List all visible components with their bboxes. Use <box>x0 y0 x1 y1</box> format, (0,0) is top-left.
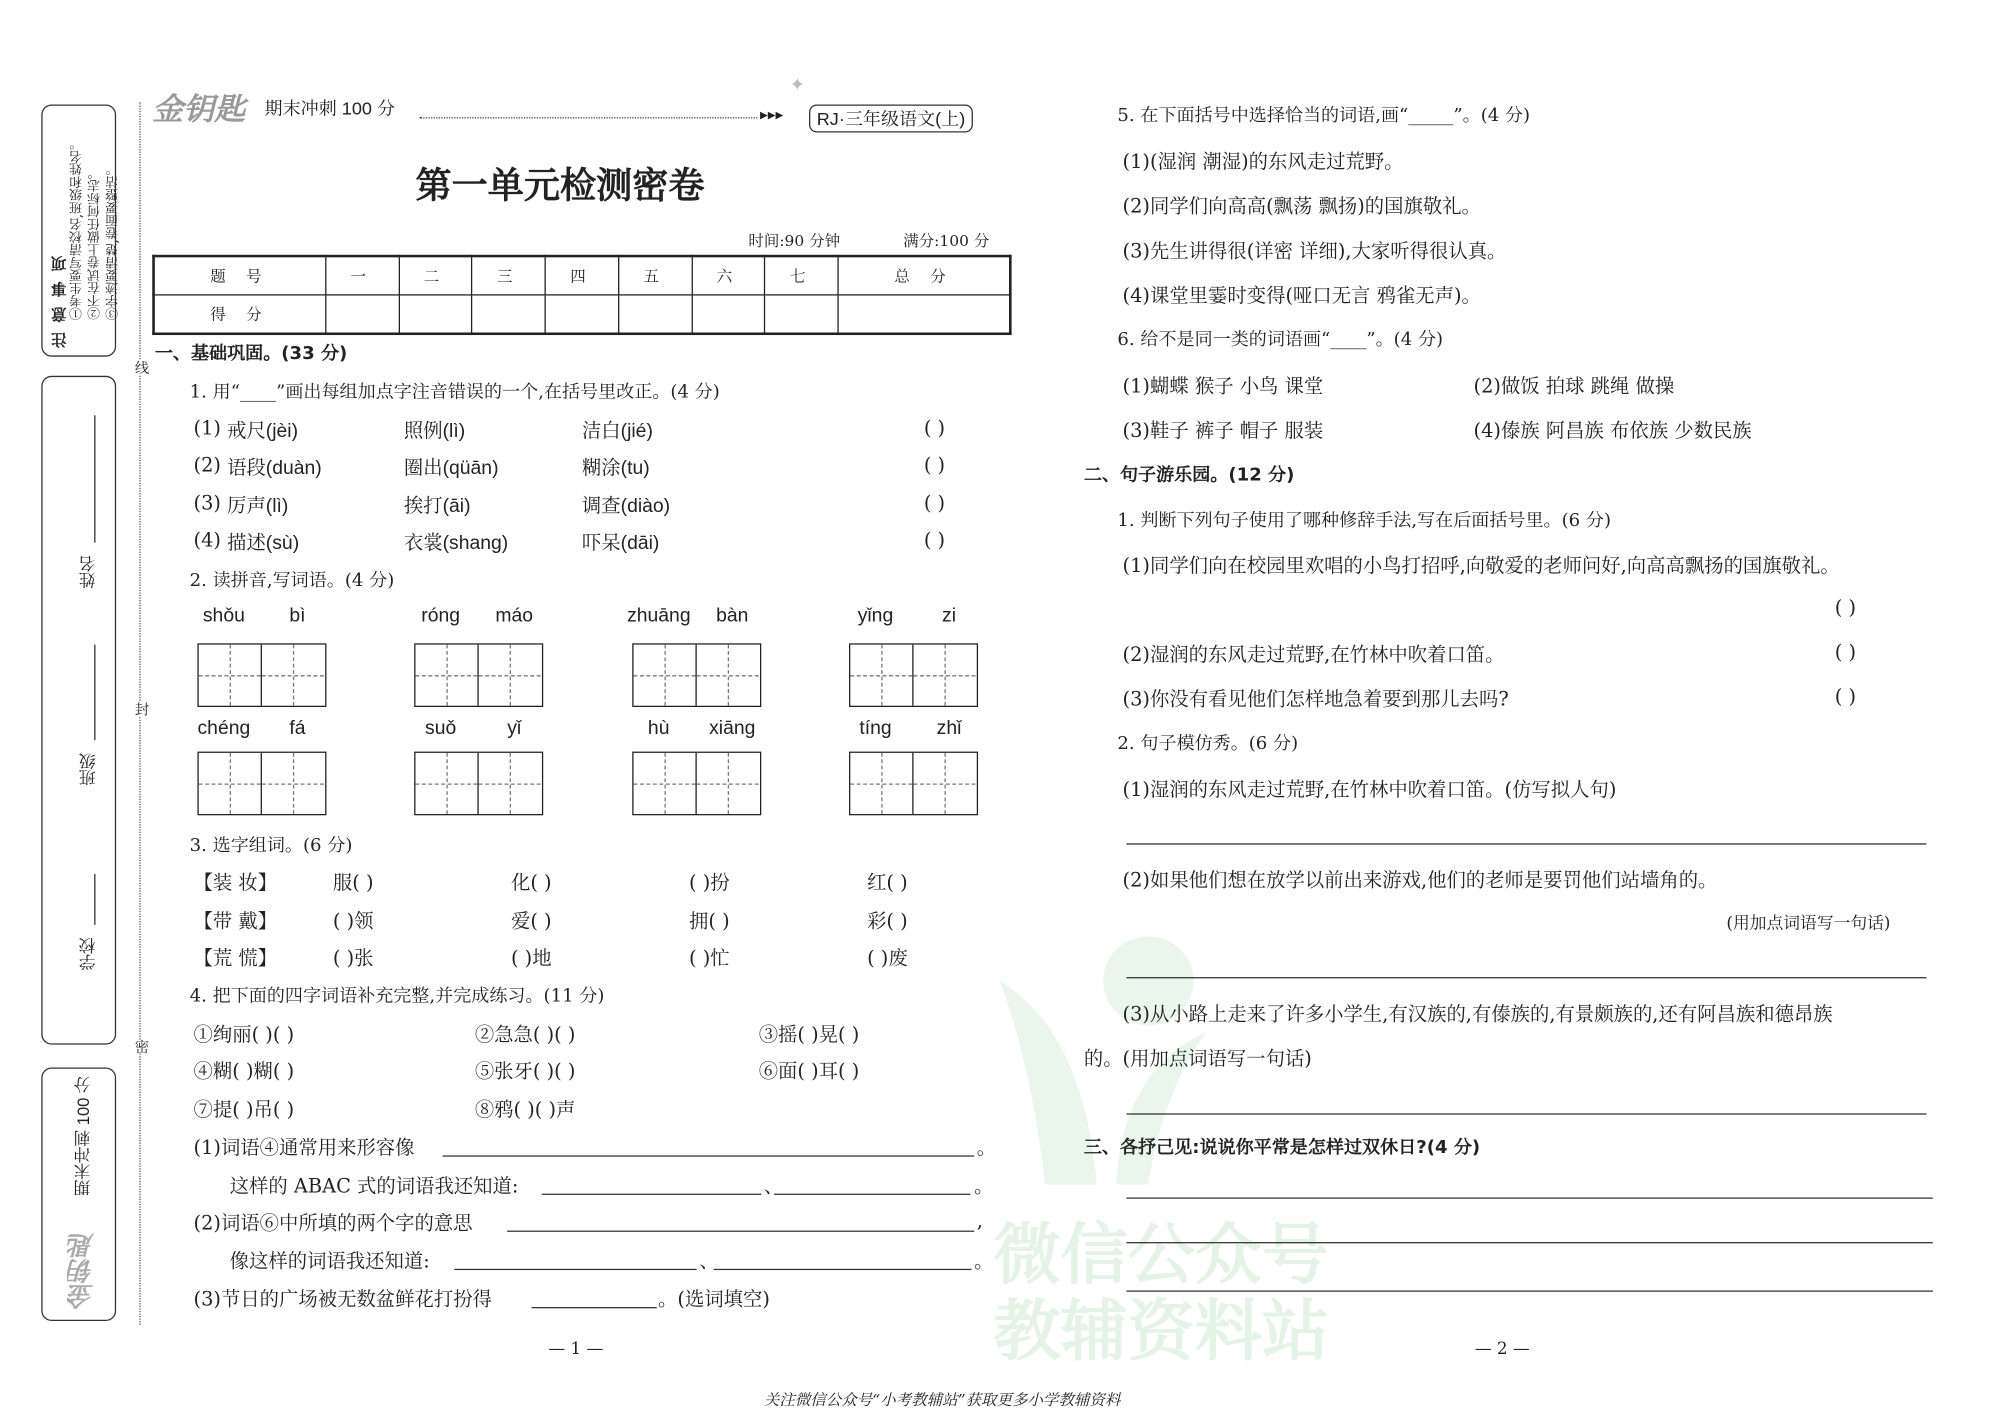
student-info-box <box>41 376 116 1045</box>
word-choice-item: (3)先生讲得很(详密 详细),大家听得很认真。 <box>1122 239 1507 263</box>
word-group: (1)蝴蝶 猴子 小鸟 课堂 <box>1122 374 1324 398</box>
word-choice-item: (4)课堂里霎时变得(哑口无言 鸦雀无声)。 <box>1122 284 1481 308</box>
word-blank[interactable]: 彩( ) <box>867 909 908 933</box>
grid-guide <box>944 753 945 814</box>
class-label: 班级 <box>78 752 99 786</box>
question-title: 1. 判断下列句子使用了哪种修辞手法,写在后面括号里。(6 分) <box>1117 510 1611 532</box>
class-field[interactable] <box>94 645 95 741</box>
score-cell[interactable] <box>545 295 618 334</box>
page-number: — 2 — <box>1474 1340 1530 1360</box>
header-logo: 金钥匙 <box>152 91 246 128</box>
word-group: (4)傣族 阿昌族 布依族 少数民族 <box>1473 419 1752 443</box>
grid-guide <box>510 645 511 706</box>
answer-line[interactable] <box>1126 1242 1932 1243</box>
answer-line[interactable] <box>1126 977 1926 978</box>
grid-cell[interactable] <box>850 753 913 814</box>
grid-cell[interactable] <box>199 645 262 706</box>
sentence: (3)你没有看见他们怎样地急着要到那儿去吗? <box>1122 687 1509 711</box>
pinyin-label: máo <box>495 605 534 627</box>
pinyin-label: róng <box>421 605 461 627</box>
answer-line[interactable] <box>542 1194 761 1195</box>
idiom-blank[interactable]: ④糊( )糊( ) <box>193 1059 295 1083</box>
idiom-blank[interactable]: ⑤张牙( )( ) <box>474 1059 576 1083</box>
score-header-cell: 二 <box>399 256 472 295</box>
pinyin-label: zhǐ <box>936 717 962 739</box>
answer-line[interactable] <box>774 1194 970 1195</box>
character-group: 【装 妆】 <box>193 871 278 895</box>
punct: 、 <box>763 1174 784 1198</box>
word-blank[interactable]: 拥( ) <box>689 909 730 933</box>
word-group: (3)鞋子 裤子 帽子 服装 <box>1122 419 1324 443</box>
answer-paren[interactable]: ( ) <box>923 491 946 515</box>
pinyin-item: 衣裳(shang) <box>403 532 509 555</box>
pinyin-item: 糊涂(tu) <box>581 457 650 479</box>
sentence: (2)如果他们想在放学以前出来游戏,他们的老师是要罚他们站墙角的。 <box>1122 868 1718 892</box>
tian-zi-grid[interactable] <box>197 752 326 816</box>
footer-note: 关注微信公众号“小考教辅站”获取更多小学教辅资料 <box>763 1391 1121 1409</box>
pinyin-label: zhuāng <box>627 605 691 627</box>
answer-paren[interactable]: ( ) <box>923 416 946 440</box>
question-title: 6. 给不是同一类的词语画“____”。(4 分) <box>1117 329 1444 351</box>
tian-zi-grid[interactable] <box>414 643 543 707</box>
school-field[interactable] <box>94 874 95 925</box>
cut-mark: 密 <box>130 1040 151 1054</box>
idiom-blank[interactable]: ②急急( )( ) <box>474 1022 576 1046</box>
idiom-blank[interactable]: ⑥面( )耳( ) <box>758 1059 860 1083</box>
answer-line[interactable] <box>443 1155 975 1156</box>
header-dotted-rule <box>419 117 757 118</box>
grid-guide <box>728 753 729 814</box>
pinyin-label: yǐ <box>507 717 522 739</box>
score-row-label: 得 分 <box>154 295 326 334</box>
notice-box <box>41 104 122 356</box>
sub-question: (2)词语⑥中所填的两个字的意思 <box>193 1211 473 1235</box>
watermark-line1: 微信公众号 <box>993 1217 1330 1295</box>
sub-question: 。(选词填空) <box>658 1287 770 1311</box>
page-number: — 1 — <box>548 1340 604 1360</box>
name-label: 姓名 <box>78 555 99 589</box>
word-choice-item: (2)同学们向高高(飘荡 飘扬)的国旗敬礼。 <box>1122 194 1481 218</box>
pinyin-item: 洁白(jié) <box>581 420 653 443</box>
grid-cell[interactable] <box>697 753 759 814</box>
name-field[interactable] <box>94 415 95 542</box>
grid-cell[interactable] <box>634 753 697 814</box>
idiom-blank[interactable]: ⑧鸦( )( )声 <box>474 1098 576 1122</box>
word-group: (2)做饭 拍球 跳绳 做操 <box>1473 374 1675 398</box>
grid-guide <box>230 645 231 706</box>
score-cell[interactable] <box>472 295 545 334</box>
tian-zi-grid[interactable] <box>414 752 543 816</box>
header-series: 期末冲刺 100 分 <box>264 98 396 119</box>
idiom-blank[interactable]: ⑦提( )吊( ) <box>193 1098 295 1122</box>
word-blank[interactable]: ( )忙 <box>689 946 730 970</box>
answer-paren[interactable]: ( ) <box>923 453 946 477</box>
brand-box <box>41 1068 116 1322</box>
word-blank[interactable]: 红( ) <box>867 871 908 895</box>
pinyin-item: 语段(duàn) <box>227 457 322 479</box>
answer-line[interactable] <box>532 1307 657 1308</box>
character-group: 【带 戴】 <box>193 909 278 933</box>
score-cell[interactable] <box>399 295 472 334</box>
score-header-cell: 七 <box>765 256 838 295</box>
word-choice-item: (1)(湿润 潮湿)的东风走过荒野。 <box>1122 150 1404 174</box>
item-number: (2) <box>193 453 221 477</box>
tian-zi-grid[interactable] <box>849 643 978 707</box>
punct: , <box>976 1208 983 1232</box>
answer-line[interactable] <box>1126 1290 1932 1291</box>
sub-question: 像这样的词语我还知道: <box>229 1249 430 1273</box>
brand-text: 期末冲刺 100 分 <box>73 1076 93 1197</box>
notice-item: ①考生要写清校名,班级和姓名。 <box>70 137 86 320</box>
grid-guide <box>230 753 231 814</box>
grid-guide <box>293 645 294 706</box>
answer-line[interactable] <box>1126 1113 1926 1114</box>
item-number: (3) <box>193 491 221 515</box>
grid-guide <box>665 645 666 706</box>
question-title: 3. 选字组词。(6 分) <box>189 835 353 857</box>
question-title: 2. 句子模仿秀。(6 分) <box>1117 733 1299 755</box>
grid-guide <box>665 753 666 814</box>
punct: 、 <box>699 1249 719 1273</box>
pinyin-label: suǒ <box>425 717 457 739</box>
sub-question: (1)词语④通常用来形容像 <box>193 1136 415 1160</box>
section-heading: 二、句子游乐园。(12 分) <box>1083 464 1295 486</box>
question-title: 1. 用“____”画出每组加点字注音错误的一个,在括号里改正。(4 分) <box>189 382 720 403</box>
pinyin-label: chéng <box>197 717 251 739</box>
punct: 。 <box>974 1174 994 1198</box>
word-blank[interactable]: ( )领 <box>332 909 374 933</box>
tian-zi-grid[interactable] <box>632 643 761 707</box>
grid-cell[interactable] <box>479 753 541 814</box>
word-blank[interactable]: ( )扮 <box>689 871 730 895</box>
pinyin-item: 挨打(āi) <box>403 495 471 518</box>
pinyin-item: 照例(lì) <box>403 420 466 443</box>
pinyin-label: hù <box>647 717 670 739</box>
exam-time: 时间:90 分钟 <box>748 231 841 250</box>
notice-item: ②不在试卷上做任何标志。 <box>89 166 104 320</box>
instruction: (用加点词语写一句话) <box>1726 914 1891 934</box>
sentence: (1)湿润的东风走过荒野,在竹林中吹着口笛。(仿写拟人句) <box>1122 778 1617 802</box>
grid-cell[interactable] <box>415 753 478 814</box>
sentence: (1)同学们向在校园里欢唱的小鸟打招呼,向敬爱的老师问好,向高高飘扬的国旗敬礼。 <box>1122 554 1840 578</box>
pinyin-item: 调查(diào) <box>581 495 671 518</box>
word-blank[interactable]: 爱( ) <box>510 909 552 933</box>
arrows-icon: ▸▸▸ <box>759 105 784 124</box>
grid-cell[interactable] <box>415 645 478 706</box>
grid-guide <box>510 753 511 814</box>
question-title: 2. 读拼音,写词语。(4 分) <box>189 570 395 592</box>
cut-mark: 封 <box>130 702 151 716</box>
pinyin-item: 厉声(lì) <box>227 495 289 518</box>
word-blank[interactable]: ( )张 <box>332 946 374 970</box>
word-blank[interactable]: 化( ) <box>510 871 552 895</box>
pinyin-label: bàn <box>716 605 749 627</box>
pinyin-label: fá <box>289 717 306 739</box>
pinyin-item: 描述(sù) <box>227 532 300 555</box>
pinyin-item: 戒尺(jèi) <box>227 420 299 443</box>
score-header-row <box>154 256 1011 295</box>
school-label: 学校 <box>78 937 99 971</box>
pinyin-label: bì <box>289 605 306 627</box>
answer-line[interactable] <box>1126 1197 1932 1198</box>
section-heading: 三、各抒己见:说说你平常是怎样过双休日?(4 分) <box>1083 1137 1481 1158</box>
grid-cell[interactable] <box>914 645 976 706</box>
grid-cell[interactable] <box>199 753 262 814</box>
score-header-cell: 六 <box>692 256 765 295</box>
grid-cell[interactable] <box>262 645 324 706</box>
pinyin-label: tíng <box>859 717 892 739</box>
pinyin-label: zi <box>942 605 957 627</box>
brand-logo: 金钥匙 <box>67 1233 99 1310</box>
pinyin-label: xiāng <box>709 717 756 739</box>
score-cell[interactable] <box>618 295 691 334</box>
notice-label: 注意事项 <box>50 245 69 348</box>
sentence: (3)从小路上走来了许多小学生,有汉族的,有傣族的,有景颇族的,还有阿昌族和德昂族 <box>1122 1002 1833 1026</box>
answer-line[interactable] <box>1126 843 1926 844</box>
answer-line[interactable] <box>454 1269 697 1270</box>
grid-guide <box>944 645 945 706</box>
pinyin-item: 吓呆(dāi) <box>581 532 660 555</box>
grid-cell[interactable] <box>850 645 913 706</box>
sub-question: 这样的 ABAC 式的词语我还知道: <box>229 1174 519 1198</box>
grid-guide <box>446 753 447 814</box>
pinyin-item: 圈出(qüān) <box>403 457 499 479</box>
answer-paren[interactable]: ( ) <box>923 528 946 552</box>
score-header-cell: 五 <box>618 256 691 295</box>
pinyin-label: shǒu <box>202 605 245 627</box>
tian-zi-grid[interactable] <box>632 752 761 816</box>
question-title: 4. 把下面的四字词语补充完整,并完成练习。(11 分) <box>189 985 605 1007</box>
score-header-cell: 三 <box>472 256 545 295</box>
sparkle-icon: ✦ <box>789 75 805 96</box>
answer-line[interactable] <box>714 1269 972 1270</box>
item-number: (4) <box>193 528 221 552</box>
tian-zi-grid[interactable] <box>197 643 326 707</box>
score-cell[interactable] <box>838 295 1010 334</box>
score-table <box>152 255 1011 335</box>
watermark-line2: 教辅资料站 <box>993 1294 1330 1371</box>
character-group: 【荒 慌】 <box>193 946 278 970</box>
word-blank[interactable]: ( )废 <box>867 946 908 970</box>
exam-full-score: 满分:100 分 <box>903 231 990 250</box>
section-heading: 一、基础巩固。(33 分) <box>154 343 348 365</box>
item-number: (1) <box>193 416 221 440</box>
answer-paren[interactable]: ( ) <box>1834 640 1857 664</box>
score-header-cell: 总 分 <box>838 256 1010 295</box>
score-header-cell: 一 <box>325 256 398 295</box>
grid-guide <box>881 645 882 706</box>
answer-paren[interactable]: ( ) <box>1834 685 1857 709</box>
sentence: (2)湿润的东风走过荒野,在竹林中吹着口笛。 <box>1122 643 1505 667</box>
cut-mark: 线 <box>130 361 151 375</box>
score-cell[interactable] <box>325 295 398 334</box>
sub-question: (3)节日的广场被无数盆鲜花打扮得 <box>193 1287 492 1311</box>
word-blank[interactable]: ( )地 <box>510 946 552 970</box>
answer-paren[interactable]: ( ) <box>1834 596 1857 620</box>
score-header-cell: 题 号 <box>154 256 326 295</box>
notice-item: ③字迹要清楚,卷面要整洁。 <box>107 162 122 320</box>
grid-guide <box>446 645 447 706</box>
grid-cell[interactable] <box>914 753 976 814</box>
grid-cell[interactable] <box>634 645 697 706</box>
score-header-cell: 四 <box>545 256 618 295</box>
page-title: 第一单元检测密卷 <box>415 164 705 207</box>
answer-line[interactable] <box>507 1231 974 1232</box>
sentence: 的。(用加点词语写一句话) <box>1083 1047 1312 1071</box>
question-title: 5. 在下面括号中选择恰当的词语,画“_____”。(4 分) <box>1117 105 1531 127</box>
punct: 。 <box>976 1136 997 1160</box>
word-blank[interactable]: 服( ) <box>332 871 374 895</box>
punct: 。 <box>974 1249 994 1273</box>
grid-cell[interactable] <box>697 645 759 706</box>
tian-zi-grid[interactable] <box>849 752 978 816</box>
score-cell[interactable] <box>765 295 838 334</box>
grid-guide <box>293 753 294 814</box>
idiom-blank[interactable]: ①绚丽( )( ) <box>193 1022 295 1046</box>
pinyin-label: yǐng <box>857 605 894 627</box>
grade-badge: RJ·三年级语文(上) <box>809 104 973 132</box>
score-row <box>154 295 1011 334</box>
score-cell[interactable] <box>692 295 765 334</box>
grid-guide <box>728 645 729 706</box>
grid-guide <box>881 753 882 814</box>
grid-cell[interactable] <box>262 753 324 814</box>
grid-cell[interactable] <box>479 645 541 706</box>
idiom-blank[interactable]: ③摇( )晃( ) <box>758 1022 860 1046</box>
